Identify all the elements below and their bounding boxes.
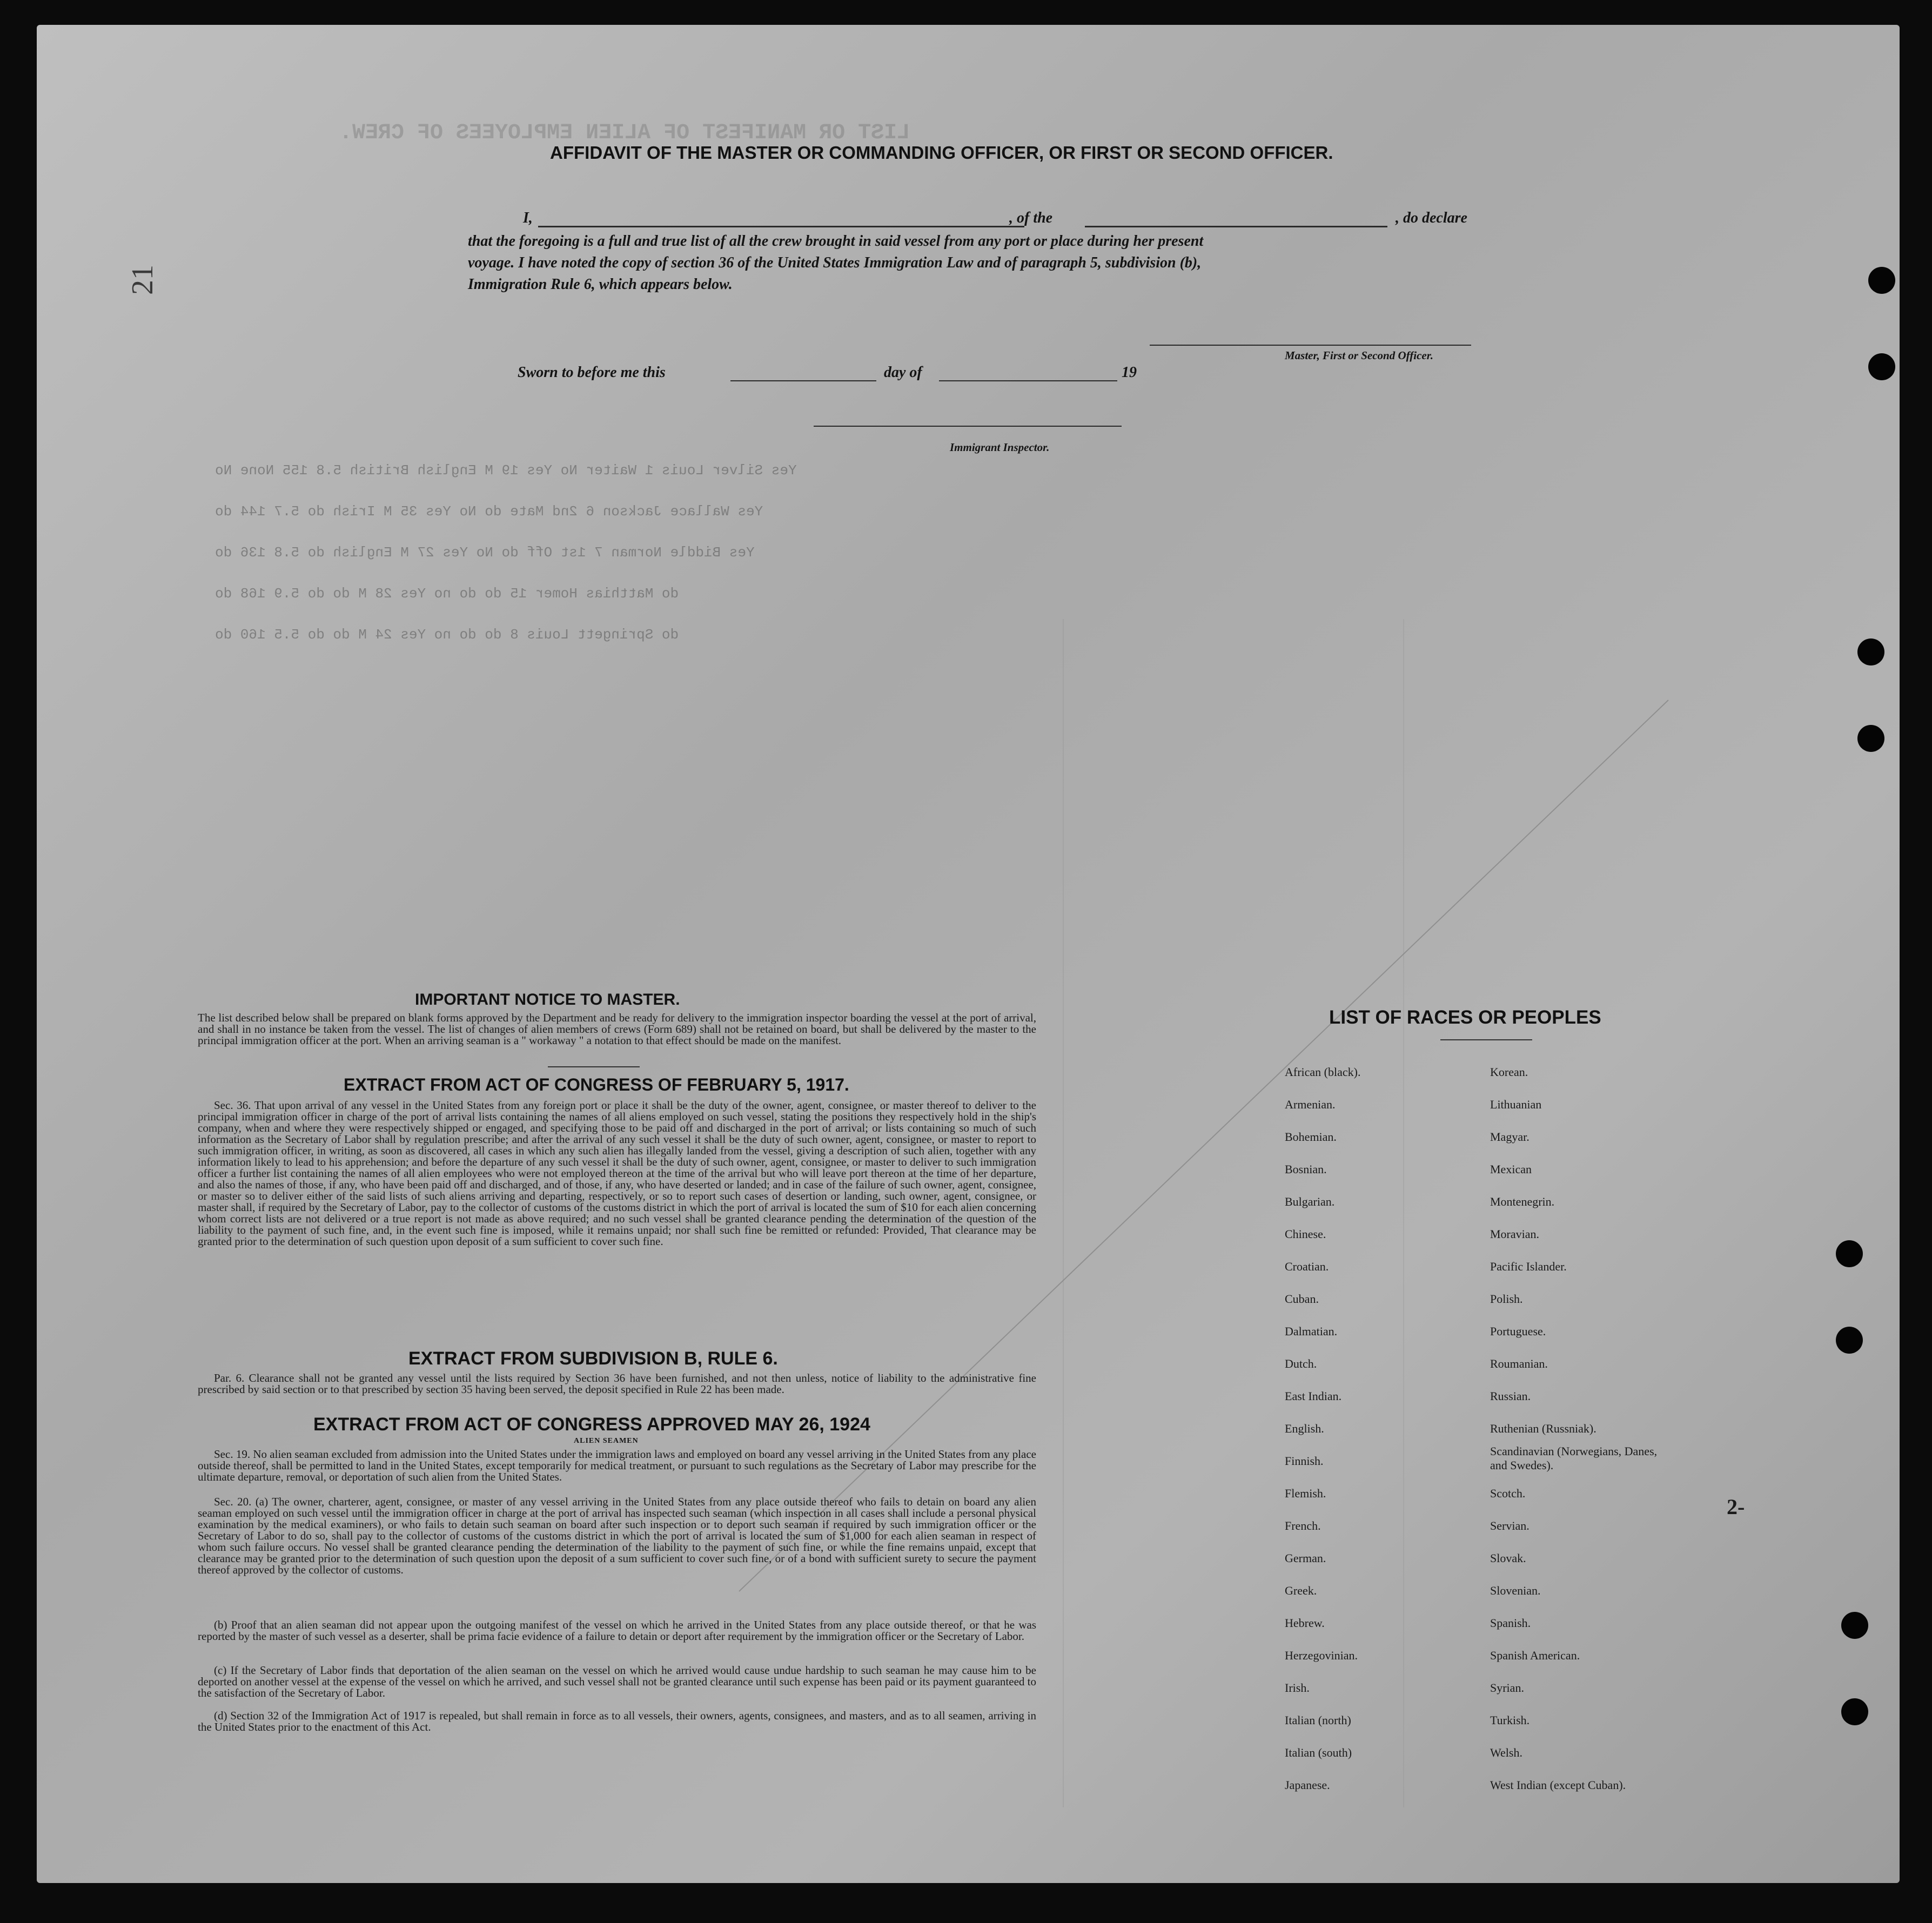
extract-1924-sec20b: (b) Proof that an alien seaman did not appear upon the outgoing manifest of the vessel on which he arrived in the United States from any place outside thereof, or that he was reported by the master of such vessel as a deserter, shall be prima facie evidence of a failure to detain or deport after requirement by the immigration officer or the Secretary of Labor. (198, 1618, 1036, 1643)
extract-1924-sec20c: (c) If the Secretary of Labor finds that deportation of the alien seaman on the vessel on which he arrived would cause undue hardship to such seaman he may cause him to be deported on another vessel at the expense of the vessel on which he arrived, and such vessel shall not be granted clearance until such expense has been paid or its payment guaranteed to the satisfaction of the Secretary of Labor. (198, 1664, 1036, 1699)
race-item: Mexican (1490, 1162, 1532, 1176)
extract-1924-sec20a: Sec. 20. (a) The owner, charterer, agent, consignee, or master of any vessel arriving in the United States from any place outside thereof who fails to detain on board any alien seaman employed on such vessel until the immigration officer in charge at the port of arrival has inspected such seaman (which inspection in all cases shall include a personal physical examination by the medical examiners), or who fails to detain such seaman on board after such inspection or to deport such seaman if required by such immigration officer or the Secretary of Labor to do so, shall pay to the collector of customs of the customs district in which the port of arrival is located the sum of $1,000 for each alien seaman in respect of whom such failure occurs. No vessel shall be granted clearance pending the determination of the liability to the payment of such fine, or while the fine remains unpaid, except that clearance may be granted prior to the determination of such question upon the deposit of a sum sufficient to cover such fine, or of a bond with sufficient surety to secure the payment thereof approved by the collector of customs. (198, 1495, 1036, 1576)
extract-1924-subtitle: ALIEN SEAMEN (574, 1437, 639, 1445)
race-item: Scotch. (1490, 1487, 1526, 1500)
race-item: Japanese. (1285, 1778, 1330, 1792)
race-item: Cuban. (1285, 1292, 1319, 1306)
race-item: English. (1285, 1422, 1324, 1435)
race-item: Moravian. (1490, 1227, 1540, 1241)
race-item: Spanish. (1490, 1616, 1531, 1630)
race-item: Italian (south) (1285, 1746, 1352, 1759)
race-item: Bosnian. (1285, 1162, 1327, 1176)
race-item: Hebrew. (1285, 1616, 1325, 1630)
punch-hole (1857, 725, 1884, 752)
race-item: Bulgarian. (1285, 1195, 1335, 1208)
race-item: Magyar. (1490, 1130, 1530, 1144)
day-of-label: day of (884, 364, 922, 381)
bleed-through-row: Yes Wallace Jackson 6 2nd Mate do No Yes 35 M Irish do 5.7 144 do (215, 503, 763, 520)
extract-rule6-title: EXTRACT FROM SUBDIVISION B, RULE 6. (408, 1348, 778, 1369)
punch-hole (1868, 267, 1895, 294)
bleed-through-row: Yes Silver Louis 1 Waiter No Yes 19 M English British 5.8 155 None No (215, 462, 797, 479)
race-item: Finnish. (1285, 1454, 1324, 1468)
affidavit-text-line-1: that the foregoing is a full and true list of all the crew brought in said vessel from any port or place during her present (468, 233, 1204, 250)
bleed-through-row: do Springett Louis 8 do do no Yes 24 M do do 5.5 160 do (215, 627, 679, 643)
race-item: Slovak. (1490, 1551, 1526, 1565)
do-declare-label: , do declare (1396, 210, 1467, 226)
punch-hole (1841, 1698, 1868, 1725)
extract-1924-sec19: Sec. 19. No alien seaman excluded from admission into the United States under the immigration laws and employed on board any vessel arriving in the United States from any place outside thereof, shall be permitted to land in the United States, except temporarily for medical treatment, or pursuant to such regulations as the Secretary of Labor may prescribe for the ultimate departure, removal, or deportation of such alien from the United States. (198, 1448, 1036, 1483)
race-item: West Indian (except Cuban). (1490, 1778, 1626, 1792)
race-item: Portuguese. (1490, 1324, 1546, 1338)
race-item: Russian. (1490, 1389, 1531, 1403)
right-margin-mark: 2- (1727, 1495, 1745, 1519)
race-item: Herzegovinian. (1285, 1649, 1358, 1662)
notice-title: IMPORTANT NOTICE TO MASTER. (415, 991, 680, 1008)
race-item: Greek. (1285, 1584, 1317, 1597)
extract-1917-title: EXTRACT FROM ACT OF CONGRESS OF FEBRUARY 5, 1917. (344, 1075, 849, 1094)
extract-1917-body: Sec. 36. That upon arrival of any vessel in the United States from any foreign port or place it shall be the duty of the owner, agent, consignee, or master thereof to deliver to the principal immigration officer in charge of the port of arrival lists containing the names of all aliens employed on such vessel, stating the positions they respectively hold in the ship's company, when and where they were respectively shipped or engaged, and specifying those to be paid off and discharged in the port of arrival; or lists containing so much of such information as the Secretary of Labor shall by regulation prescribe; and after the arrival of any such vessel it shall be the duty of such owner, agent, consignee, or master to report to such immigration officer, in writing, as soon as discovered, all cases in which any such alien has illegally landed from the vessel, giving a description of such alien, together with any information likely to lead to his apprehension; and before the departure of any such vessel it shall be the duty of such owner, agent, consignee, or master to deliver to such immigration officer a further list containing the names of all alien employees who were not employed thereon at the time of the arrival but who will leave port thereon at the time of her departure, and also the names of those, if any, who have been paid off and discharged, and of those, if any, who have deserted or landed; and in case of the failure of such owner, agent, consignee, or master so to deliver either of the said lists of such aliens arriving and departing, respectively, or so to report such cases of desertion or landing, such owner, agent, consignee, or master shall, if required by the Secretary of Labor, pay to the collector of customs of the customs district in which the port of arrival is located the sum of $10 for each alien concerning whom correct lists are not delivered or a true report is not made as above required; and no such vessel shall be granted clearance pending the determination of the question of the liability to the payment of such fine, and, in the event such fine is imposed, while it remains unpaid; nor shall such fine be remitted or refunded: Provided, That clearance may be granted prior to the determination of such question upon deposit of a sum sufficient to cover such fine. (198, 1099, 1036, 1248)
inspector-label: Immigrant Inspector. (950, 441, 1050, 454)
punch-hole (1868, 353, 1895, 380)
pencil-diagonal-line (37, 25, 1900, 1883)
race-item: Korean. (1490, 1065, 1528, 1079)
race-item: Polish. (1490, 1292, 1523, 1306)
race-item: Irish. (1285, 1681, 1310, 1695)
scanned-form-page (37, 25, 1900, 1883)
notice-divider (548, 1066, 640, 1067)
bleed-through-header: LIST OR MANIFEST OF ALIEN EMPLOYEES OF CREW. (339, 121, 910, 145)
race-item: Italian (north) (1285, 1713, 1351, 1727)
race-item: Spanish American. (1490, 1649, 1580, 1662)
race-item: Scandinavian (Norwegians, Danes, and Swedes). (1490, 1444, 1658, 1472)
race-item: French. (1285, 1519, 1321, 1532)
race-item: Servian. (1490, 1519, 1530, 1532)
punch-hole (1836, 1327, 1863, 1354)
race-item: Roumanian. (1490, 1357, 1548, 1370)
race-item: East Indian. (1285, 1389, 1342, 1403)
affidavit-i-label: I, (523, 210, 533, 226)
punch-hole (1841, 1612, 1868, 1639)
affidavit-text-line-3: Immigration Rule 6, which appears below. (468, 276, 733, 293)
extract-1924-sec20d: (d) Section 32 of the Immigration Act of 1917 is repealed, but shall remain in force as to all vessels, their owners, agents, consignees, and masters, and as to all seamen, arriving in the United States prior to the enactment of this Act. (198, 1709, 1036, 1733)
race-item: Syrian. (1490, 1681, 1524, 1695)
race-item: Bohemian. (1285, 1130, 1337, 1144)
race-item: Dutch. (1285, 1357, 1317, 1370)
race-item: Flemish. (1285, 1487, 1326, 1500)
bleed-through-row: Yes Biddle Norman 7 1st Off do No Yes 27 M English do 5.8 136 do (215, 544, 755, 561)
extract-1924-title: EXTRACT FROM ACT OF CONGRESS APPROVED MAY 26, 1924 (313, 1414, 870, 1435)
extract-rule6-body: Par. 6. Clearance shall not be granted any vessel until the lists required by Section 36 have been furnished, and not then unless, notice of liability to the administrative fine prescribed by said section or to that prescribed by section 35 having been served, the deposit specified in Rule 22 has been made. (198, 1371, 1036, 1396)
race-item: Lithuanian (1490, 1098, 1542, 1111)
affidavit-title: AFFIDAVIT OF THE MASTER OR COMMANDING OFFICER, OR FIRST OR SECOND OFFICER. (550, 143, 1333, 163)
margin-number: 21 (126, 265, 159, 295)
race-item: Pacific Islander. (1490, 1260, 1567, 1273)
race-item: Armenian. (1285, 1098, 1336, 1111)
notice-body: The list described below shall be prepared on blank forms approved by the Department and be ready for delivery to the immigration inspector boarding the vessel at the port of arrival, and shall in no instance be taken from the vessel. The list of changes of alien members of crews (Form 689) shall not be retained on board, but shall be delivered by the master to the principal immigration officer at the port. When an arriving seaman is a " workaway " a notation to that effect should be made on the manifest. (198, 1011, 1036, 1047)
races-title: LIST OF RACES OR PEOPLES (1329, 1007, 1601, 1028)
race-item: Slovenian. (1490, 1584, 1541, 1597)
punch-hole (1857, 638, 1884, 665)
punch-hole (1836, 1240, 1863, 1267)
race-item: Ruthenian (Russniak). (1490, 1422, 1596, 1435)
of-the-label: , of the (1009, 210, 1053, 226)
year-label: 19 (1122, 364, 1137, 381)
race-item: Welsh. (1490, 1746, 1522, 1759)
races-divider (1440, 1039, 1532, 1040)
race-item: Dalmatian. (1285, 1324, 1338, 1338)
master-signature-label: Master, First or Second Officer. (1285, 349, 1433, 362)
race-item: German. (1285, 1551, 1326, 1565)
race-item: Croatian. (1285, 1260, 1329, 1273)
race-item: Turkish. (1490, 1713, 1530, 1727)
affidavit-text-line-2: voyage. I have noted the copy of section 36 of the United States Immigration Law and of paragraph 5, subdivision (b), (468, 254, 1202, 271)
race-item: Chinese. (1285, 1227, 1326, 1241)
race-item: Montenegrin. (1490, 1195, 1555, 1208)
sworn-label: Sworn to before me this (518, 364, 666, 381)
race-item: African (black). (1285, 1065, 1361, 1079)
bleed-through-row: do Matthias Homer 15 do do no Yes 28 M do do 5.9 168 do (215, 586, 679, 602)
